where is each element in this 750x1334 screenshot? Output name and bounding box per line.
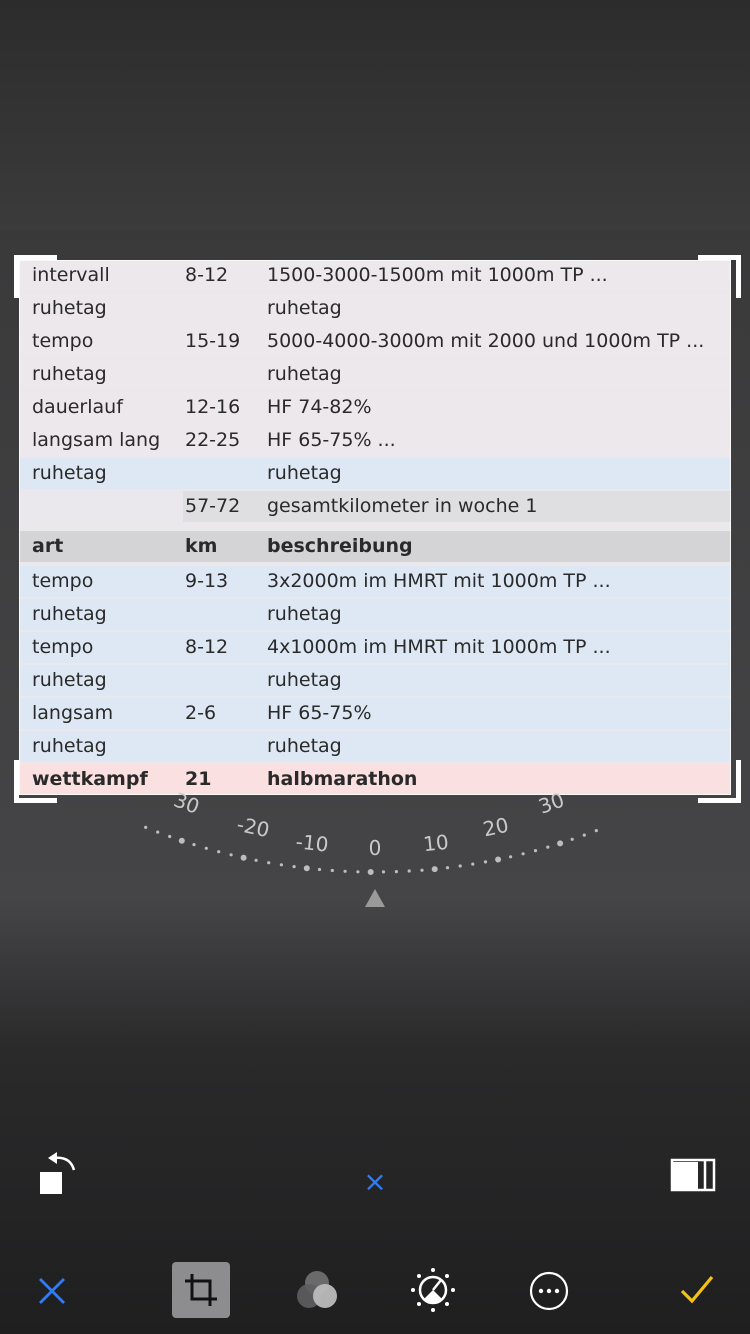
dial-tick xyxy=(368,869,374,875)
table-cell-art: intervall xyxy=(19,260,196,291)
table-cell-km xyxy=(183,293,269,324)
table-cell-art: wettkampf xyxy=(19,764,196,795)
dial-label: 20 xyxy=(480,812,511,842)
table-cell-beschreibung: HF 65-75% xyxy=(267,698,731,729)
table-cell-km xyxy=(183,359,269,390)
dial-tick xyxy=(546,846,549,849)
table-cell-km: 8-12 xyxy=(183,260,269,291)
adjust-button[interactable] xyxy=(408,1266,458,1314)
table-cell-km: 22-25 xyxy=(183,425,269,456)
table-cell-art: ruhetag xyxy=(19,599,196,630)
dial-tick xyxy=(509,855,512,858)
dial-tick xyxy=(331,869,334,872)
table-cell-art: langsam xyxy=(19,698,196,729)
table-cell-km: 8-12 xyxy=(183,632,269,663)
table-cell-art: tempo xyxy=(19,326,196,357)
crop-tool-button[interactable] xyxy=(172,1262,230,1318)
dial-tick xyxy=(255,859,258,862)
table-cell-beschreibung: ruhetag xyxy=(267,731,731,762)
table-cell-beschreibung: 1500-3000-1500m mit 1000m TP ... xyxy=(267,260,731,291)
table-cell-art: tempo xyxy=(19,632,196,663)
table-cell-km xyxy=(183,458,269,489)
dial-tick xyxy=(179,838,185,844)
filters-button[interactable] xyxy=(290,1266,344,1314)
dial-tick xyxy=(484,860,487,863)
table-row xyxy=(19,260,731,293)
dial-tick xyxy=(217,850,220,853)
done-icon xyxy=(677,1273,717,1307)
dial-tick xyxy=(495,857,501,863)
done-button[interactable] xyxy=(674,1270,720,1310)
table-row xyxy=(19,458,731,491)
dial-tick xyxy=(280,863,283,866)
dial-tick xyxy=(432,866,438,872)
table-cell-beschreibung: halbmarathon xyxy=(267,764,731,795)
dial-tick xyxy=(446,866,449,869)
reset-icon: × xyxy=(363,1165,387,1198)
table-cell-art: langsam lang xyxy=(19,425,196,456)
table-cell-km: 15-19 xyxy=(183,326,269,357)
table-row xyxy=(19,491,731,524)
dial-label: -10 xyxy=(294,829,330,857)
table-row xyxy=(19,731,731,764)
dial-label: 0 xyxy=(368,836,382,860)
cancel-button[interactable] xyxy=(28,1268,76,1314)
dial-label: -20 xyxy=(234,811,272,843)
crop-handle-top-right[interactable] xyxy=(698,255,741,298)
table-row xyxy=(19,698,731,731)
dial-tick xyxy=(205,847,208,850)
table-row xyxy=(19,293,731,326)
table-row xyxy=(19,665,731,698)
table-cell-art: tempo xyxy=(19,566,196,597)
crop-icon xyxy=(183,1272,219,1308)
table-cell-beschreibung: 5000-4000-3000m mit 2000 und 1000m TP ... xyxy=(267,326,731,357)
table-cell-beschreibung: ruhetag xyxy=(267,293,731,324)
table-cell-art xyxy=(19,491,196,522)
dial-tick xyxy=(420,869,423,872)
table-cell-km: 9-13 xyxy=(183,566,269,597)
top-background xyxy=(0,0,750,230)
table-cell-art: ruhetag xyxy=(19,731,196,762)
table-row xyxy=(19,632,731,665)
filters-icon xyxy=(292,1267,342,1313)
table-cell-km xyxy=(183,731,269,762)
table-cell-art: dauerlauf xyxy=(19,392,196,423)
more-icon xyxy=(528,1270,570,1312)
table-cell-km xyxy=(183,665,269,696)
table-cell-km: 12-16 xyxy=(183,392,269,423)
table-row xyxy=(19,392,731,425)
dial-tick xyxy=(395,870,398,873)
table-cell-art: art xyxy=(19,531,196,562)
straighten-dial[interactable] xyxy=(0,780,750,920)
table-row xyxy=(19,599,731,632)
table-cell-beschreibung: ruhetag xyxy=(267,458,731,489)
rotate-icon xyxy=(30,1148,90,1200)
aspect-ratio-icon xyxy=(664,1152,724,1196)
dial-tick xyxy=(408,869,411,872)
dial-tick xyxy=(304,865,310,871)
dial-tick xyxy=(241,855,247,861)
dial-tick xyxy=(156,831,159,834)
table-cell-art: ruhetag xyxy=(19,359,196,390)
dial-indicator-icon xyxy=(365,889,385,907)
reset-button[interactable] xyxy=(355,1165,395,1199)
dial-tick xyxy=(595,829,598,832)
dial-tick xyxy=(168,835,171,838)
dial-tick xyxy=(318,868,321,871)
table-header-row xyxy=(19,531,731,564)
table-cell-beschreibung: ruhetag xyxy=(267,665,731,696)
table-row xyxy=(19,566,731,599)
dial-tick xyxy=(583,834,586,837)
table-cell-beschreibung: gesamtkilometer in woche 1 xyxy=(267,491,731,522)
dial-tick xyxy=(344,870,347,873)
aspect-ratio-button[interactable] xyxy=(664,1152,724,1196)
table-cell-beschreibung: ruhetag xyxy=(267,599,731,630)
dial-tick xyxy=(459,864,462,867)
dial-tick xyxy=(293,865,296,868)
table-cell-art: ruhetag xyxy=(19,665,196,696)
cancel-icon xyxy=(37,1276,67,1306)
dial-label: 30 xyxy=(170,787,203,819)
dial-tick xyxy=(557,840,563,846)
dial-tick xyxy=(471,863,474,866)
dial-tick xyxy=(144,826,147,829)
dial-tick xyxy=(382,870,385,873)
table-cell-beschreibung: ruhetag xyxy=(267,359,731,390)
table-cell-km: 2-6 xyxy=(183,698,269,729)
table-cell-km: 21 xyxy=(183,764,269,795)
table-row xyxy=(19,425,731,458)
dial-label: 30 xyxy=(535,787,568,819)
dial-tick xyxy=(356,870,359,873)
dial-tick xyxy=(230,853,233,856)
dial-tick xyxy=(571,838,574,841)
table-cell-beschreibung: 3x2000m im HMRT mit 1000m TP ... xyxy=(267,566,731,597)
rotate-button[interactable] xyxy=(30,1148,90,1200)
dial-tick xyxy=(522,852,525,855)
table-cell-km: km xyxy=(183,531,269,562)
table-cell-beschreibung: 4x1000m im HMRT mit 1000m TP ... xyxy=(267,632,731,663)
table-cell-art: ruhetag xyxy=(19,293,196,324)
photo-preview[interactable] xyxy=(19,260,731,795)
more-button[interactable] xyxy=(526,1268,572,1314)
dial-label: 10 xyxy=(421,829,450,857)
table-cell-beschreibung: HF 74-82% xyxy=(267,392,731,423)
table-cell-art: ruhetag xyxy=(19,458,196,489)
dial-tick xyxy=(267,861,270,864)
table-cell-km xyxy=(183,599,269,630)
table-cell-beschreibung: HF 65-75% ... xyxy=(267,425,731,456)
table-row xyxy=(19,359,731,392)
dial-tick xyxy=(534,849,537,852)
table-row xyxy=(19,326,731,359)
adjust-icon xyxy=(409,1266,457,1314)
table-cell-beschreibung: beschreibung xyxy=(267,531,731,562)
crop-handle-top-left[interactable] xyxy=(14,255,57,298)
table-cell-km: 57-72 xyxy=(183,491,269,522)
dial-tick xyxy=(192,843,195,846)
